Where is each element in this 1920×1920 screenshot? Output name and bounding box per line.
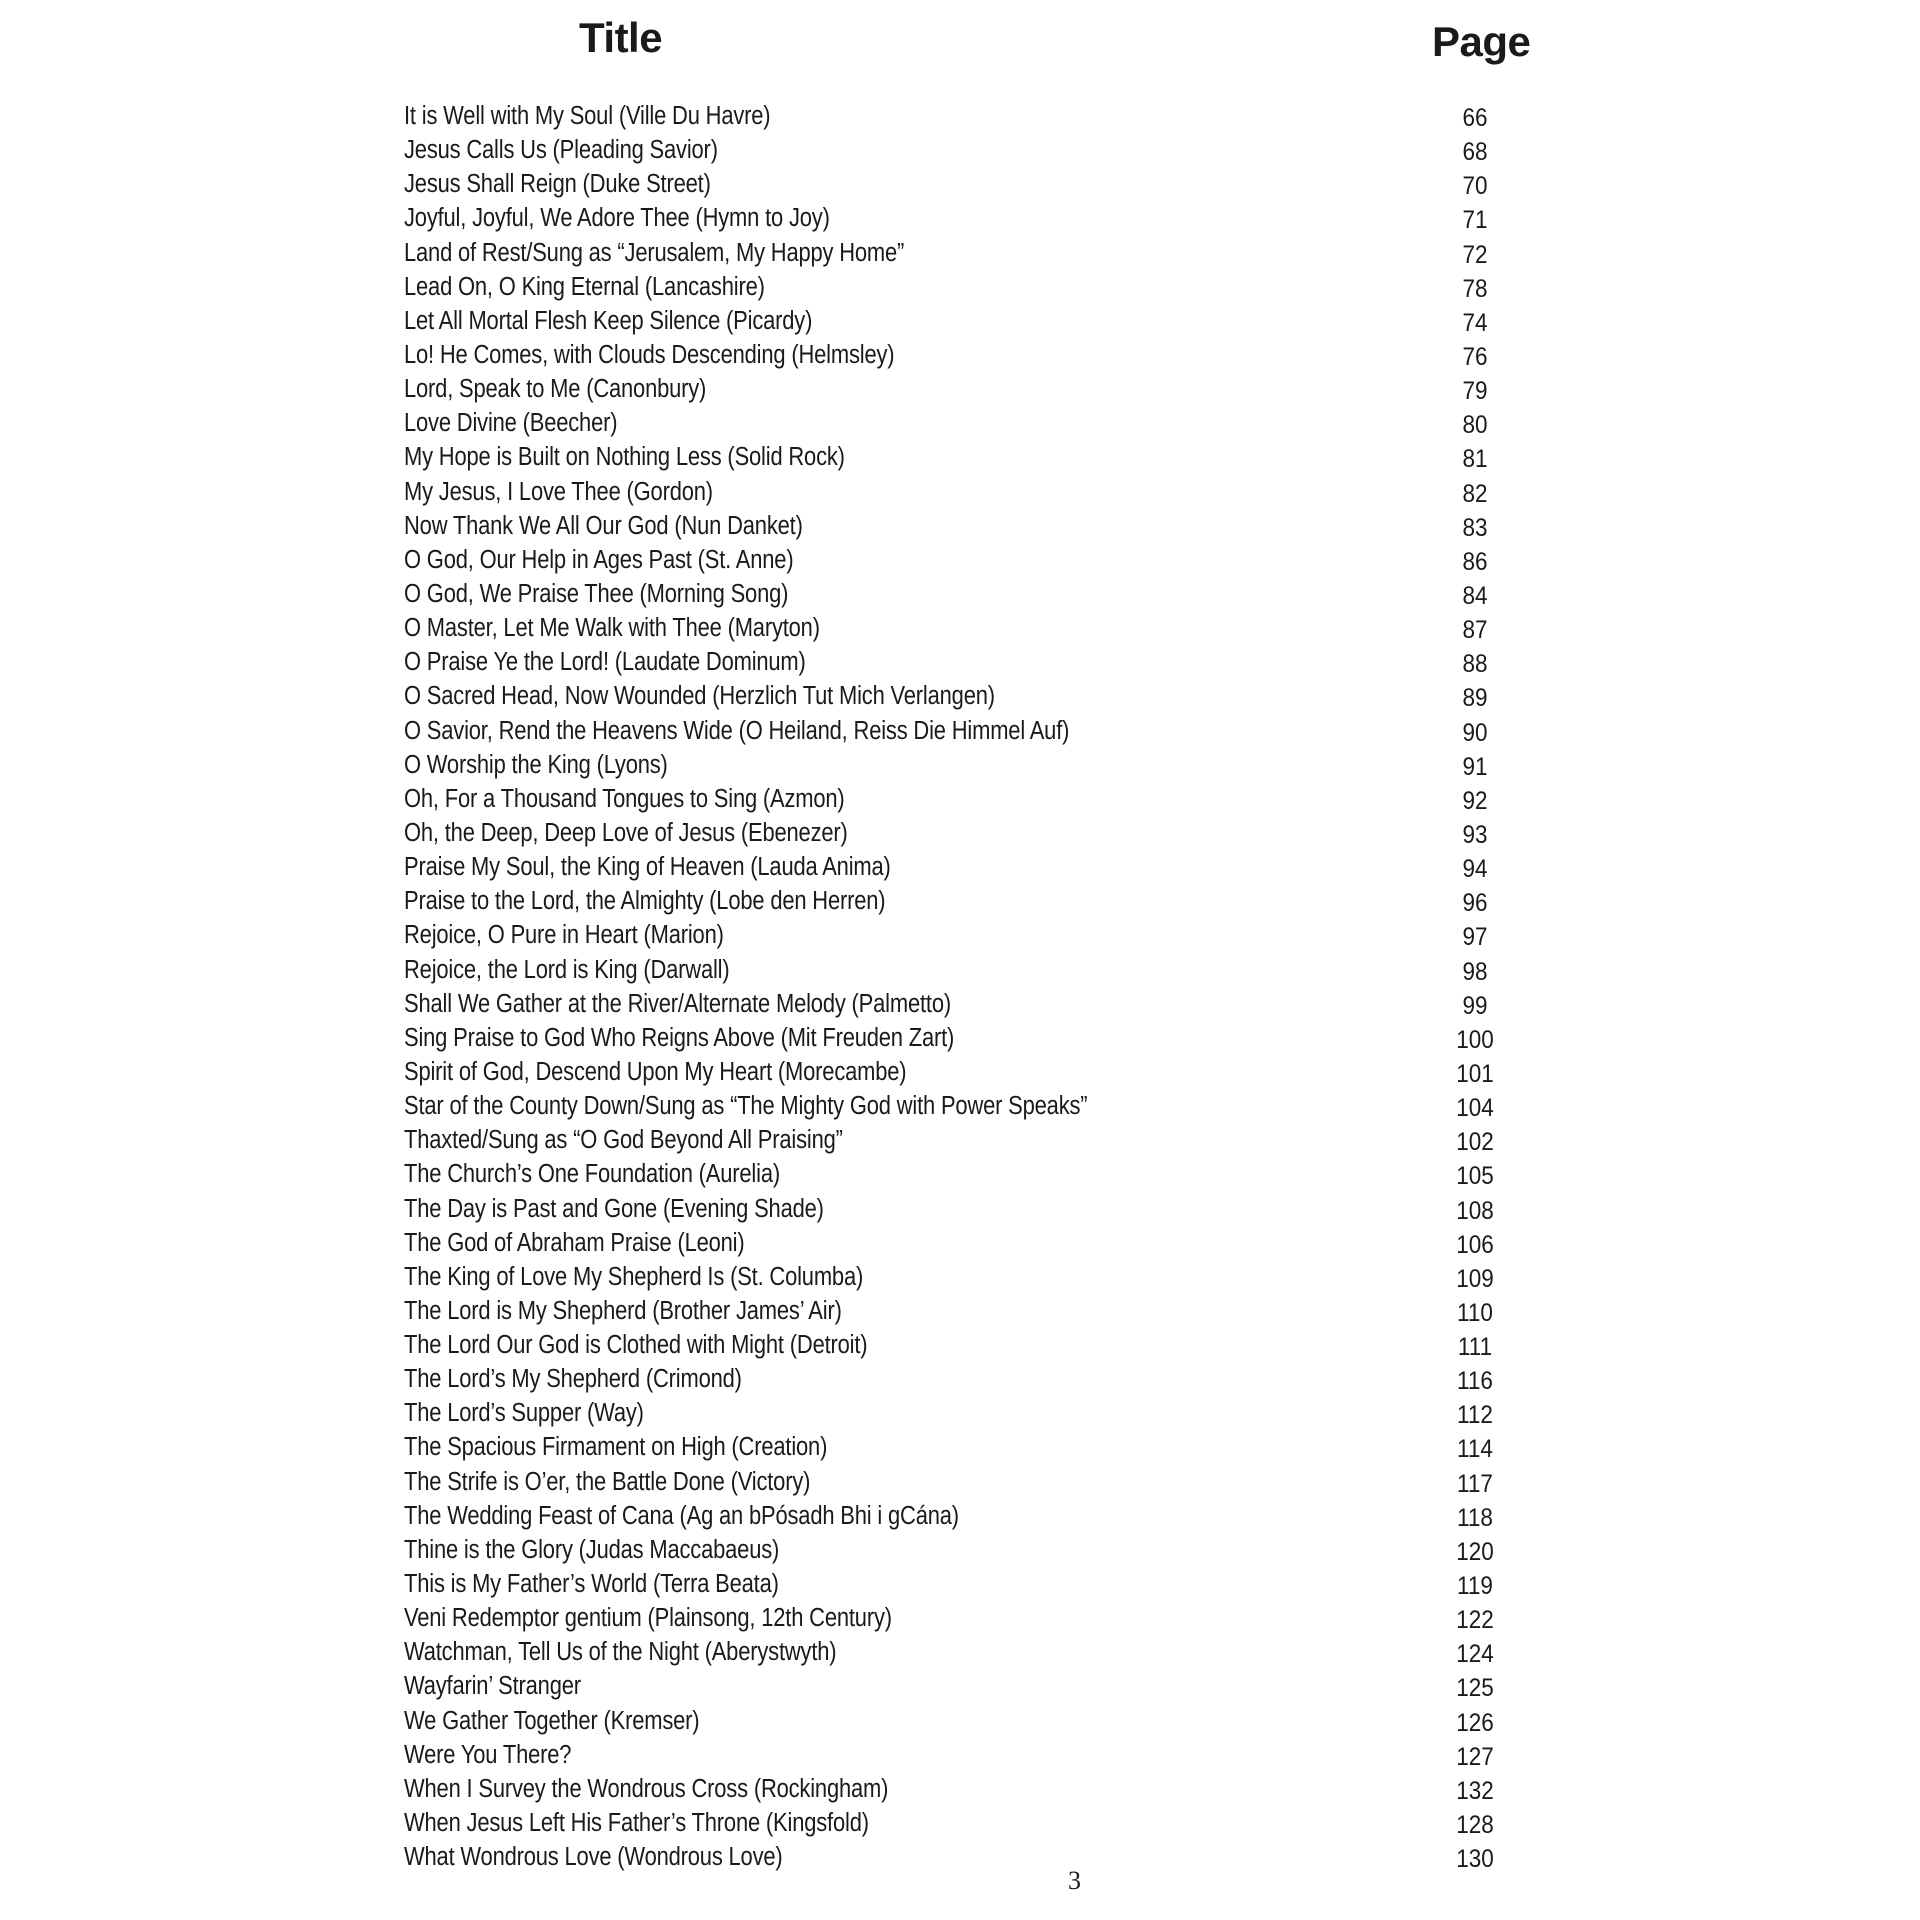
hymn-title: What Wondrous Love (Wondrous Love): [404, 1843, 783, 1872]
toc-entry: [0, 338, 1920, 372]
hymn-title: Jesus Shall Reign (Duke Street): [404, 170, 711, 199]
hymn-title: When I Survey the Wondrous Cross (Rockingham): [404, 1774, 889, 1803]
hymn-title: The Day is Past and Gone (Evening Shade): [404, 1194, 824, 1223]
hymn-page-number: 66: [1462, 104, 1488, 132]
hymn-title: It is Well with My Soul (Ville Du Havre): [404, 102, 771, 130]
hymn-page-number: 90: [1462, 718, 1488, 747]
toc-entry: [0, 372, 1920, 406]
toc-entry: [0, 577, 1920, 611]
toc-entry: [0, 1157, 1920, 1191]
hymn-title: O Savior, Rend the Heavens Wide (O Heiland, Reiss Die Himmel Auf): [404, 716, 1070, 745]
toc-entry: [0, 406, 1920, 440]
hymn-page-number: 86: [1462, 547, 1488, 576]
toc-entry: [0, 1123, 1920, 1157]
hymn-title: The Strife is O’er, the Battle Done (Victory): [404, 1467, 811, 1496]
hymn-title: Shall We Gather at the River/Alternate Melody (Palmetto): [404, 989, 951, 1018]
hymn-page-number: 101: [1456, 1059, 1494, 1088]
hymn-title: Lo! He Comes, with Clouds Descending (Helmsley): [404, 340, 895, 369]
toc-entry: [0, 782, 1920, 816]
toc-entry: [0, 1601, 1920, 1635]
hymn-title: This is My Father’s World (Terra Beata): [404, 1570, 779, 1599]
hymn-page-number: 128: [1456, 1811, 1494, 1840]
hymn-title: The King of Love My Shepherd Is (St. Columba): [404, 1262, 864, 1291]
hymn-title: Praise My Soul, the King of Heaven (Lauda Anima): [404, 853, 891, 882]
hymn-title: Love Divine (Beecher): [404, 409, 618, 438]
hymn-page-number: 96: [1462, 889, 1488, 918]
toc-entry: [0, 1260, 1920, 1294]
hymn-page-number: 68: [1462, 138, 1488, 167]
toc-entry: [0, 1192, 1920, 1226]
toc-entry: [0, 1806, 1920, 1840]
hymn-page-number: 110: [1457, 1298, 1493, 1327]
hymn-title: Watchman, Tell Us of the Night (Aberystwyth): [404, 1638, 837, 1667]
hymn-title: Oh, For a Thousand Tongues to Sing (Azmon): [404, 784, 845, 813]
hymn-title: O God, We Praise Thee (Morning Song): [404, 579, 789, 608]
hymn-page-number: 92: [1462, 786, 1488, 815]
toc-entry: [0, 1669, 1920, 1703]
hymn-title: Lead On, O King Eternal (Lancashire): [404, 272, 765, 301]
toc-entry: [0, 953, 1920, 987]
toc-entry: [0, 236, 1920, 270]
toc-entry: [0, 133, 1920, 167]
hymn-page-number: 109: [1456, 1264, 1494, 1293]
toc-entry: [0, 1089, 1920, 1123]
hymn-page-number: 94: [1462, 855, 1488, 884]
hymn-title: My Jesus, I Love Thee (Gordon): [404, 477, 713, 506]
toc-entry: [0, 440, 1920, 474]
hymn-page-number: 91: [1462, 752, 1488, 781]
toc-entry: [0, 475, 1920, 509]
toc-entry: [0, 1738, 1920, 1772]
hymn-title: O Praise Ye the Lord! (Laudate Dominum): [404, 648, 806, 677]
hymn-title: Lord, Speak to Me (Canonbury): [404, 375, 707, 404]
hymn-title: Oh, the Deep, Deep Love of Jesus (Ebenezer): [404, 818, 848, 847]
toc-entry: [0, 1328, 1920, 1362]
hymn-title: Now Thank We All Our God (Nun Danket): [404, 511, 803, 540]
toc-entry: [0, 304, 1920, 338]
hymn-title: The Spacious Firmament on High (Creation): [404, 1433, 828, 1462]
hymn-title: O Master, Let Me Walk with Thee (Maryton): [404, 614, 820, 643]
toc-entry: [0, 1021, 1920, 1055]
hymn-page-number: 116: [1457, 1367, 1493, 1396]
hymn-title: We Gather Together (Kremser): [404, 1706, 700, 1735]
toc-entry: [0, 987, 1920, 1021]
hymn-title: Thaxted/Sung as “O God Beyond All Praising”: [404, 1126, 843, 1155]
toc-entry: [0, 270, 1920, 304]
toc-entry: [0, 1294, 1920, 1328]
hymn-title: Praise to the Lord, the Almighty (Lobe den Herren): [404, 887, 886, 916]
page-number: 3: [1068, 1866, 1081, 1895]
toc-entry: [0, 850, 1920, 884]
hymn-page-number: 82: [1462, 479, 1488, 508]
hymn-title: The Lord Our God is Clothed with Might (Detroit): [404, 1331, 868, 1360]
hymn-page-number: 74: [1462, 308, 1488, 337]
hymn-page-number: 102: [1456, 1128, 1494, 1157]
hymn-page-number: 108: [1456, 1196, 1494, 1225]
toc-entry: [0, 1772, 1920, 1806]
hymn-title: Rejoice, the Lord is King (Darwall): [404, 955, 730, 984]
hymn-title: My Hope is Built on Nothing Less (Solid Rock): [404, 443, 845, 472]
hymn-page-number: 125: [1456, 1674, 1494, 1703]
toc-header: [0, 0, 1920, 100]
hymn-page-number: 100: [1456, 1025, 1494, 1054]
toc-entry: [0, 1635, 1920, 1669]
toc-entry: [0, 1396, 1920, 1430]
hymn-page-number: 120: [1456, 1537, 1494, 1566]
hymn-title: The Wedding Feast of Cana (Ag an bPósadh Bhi i gCána): [404, 1501, 959, 1530]
hymn-page-number: 122: [1456, 1606, 1494, 1635]
toc-entry: [0, 1362, 1920, 1396]
hymn-title: Jesus Calls Us (Pleading Savior): [404, 136, 718, 165]
toc-entry: [0, 884, 1920, 918]
hymn-page-number: 119: [1457, 1572, 1493, 1601]
hymn-page-number: 126: [1456, 1708, 1494, 1737]
hymn-title: Joyful, Joyful, We Adore Thee (Hymn to Joy): [404, 204, 830, 233]
toc-entry: [0, 1226, 1920, 1260]
hymn-page-number: 124: [1456, 1640, 1494, 1669]
hymn-title: O God, Our Help in Ages Past (St. Anne): [404, 545, 794, 574]
hymn-page-number: 89: [1462, 684, 1488, 713]
hymn-page-number: 97: [1462, 923, 1488, 952]
toc-entry: [0, 167, 1920, 201]
toc-entry: [0, 679, 1920, 713]
page-column-heading: Page: [1432, 18, 1531, 65]
hymn-page-number: 87: [1462, 616, 1488, 645]
hymn-page-number: 76: [1462, 342, 1488, 371]
toc-entry: [0, 918, 1920, 952]
hymn-title: Rejoice, O Pure in Heart (Marion): [404, 921, 724, 950]
hymn-page-number: 114: [1457, 1435, 1493, 1464]
hymn-page-number: 127: [1456, 1742, 1494, 1771]
toc-entry: [0, 1465, 1920, 1499]
hymn-page-number: 88: [1462, 650, 1488, 679]
hymn-page-number: 79: [1462, 377, 1488, 406]
toc-entry: [0, 543, 1920, 577]
hymn-page-number: 117: [1457, 1469, 1493, 1498]
hymn-title: O Worship the King (Lyons): [404, 750, 668, 779]
hymn-title: Thine is the Glory (Judas Maccabaeus): [404, 1535, 780, 1564]
hymn-title: O Sacred Head, Now Wounded (Herzlich Tut Mich Verlangen): [404, 682, 995, 711]
hymn-title: The Lord’s Supper (Way): [404, 1399, 644, 1428]
hymn-page-number: 71: [1462, 206, 1488, 235]
toc-entry: [0, 201, 1920, 235]
hymn-page-number: 83: [1462, 513, 1488, 542]
toc-entry: [0, 714, 1920, 748]
toc-entry: [0, 1704, 1920, 1738]
hymn-title: Wayfarin’ Stranger: [404, 1672, 581, 1701]
hymn-title: Let All Mortal Flesh Keep Silence (Picardy): [404, 306, 813, 335]
hymn-page-number: 78: [1462, 274, 1488, 303]
hymn-title: Sing Praise to God Who Reigns Above (Mit Freuden Zart): [404, 1023, 955, 1052]
hymn-page-number: 99: [1462, 991, 1488, 1020]
toc-entry: [0, 1430, 1920, 1464]
hymn-title: Spirit of God, Descend Upon My Heart (Morecambe): [404, 1057, 907, 1086]
hymn-page-number: 93: [1462, 820, 1488, 849]
hymn-title: Veni Redemptor gentium (Plainsong, 12th Century): [404, 1604, 892, 1633]
hymn-title: The Lord’s My Shepherd (Crimond): [404, 1365, 742, 1394]
toc-entry: [0, 99, 1920, 133]
hymn-page-number: 105: [1456, 1162, 1494, 1191]
hymn-title: Land of Rest/Sung as “Jerusalem, My Happy Home”: [404, 238, 905, 267]
hymn-page-number: 132: [1456, 1776, 1494, 1805]
toc-entry: [0, 509, 1920, 543]
table-of-contents-list: [0, 99, 1920, 1874]
toc-entry: [0, 1533, 1920, 1567]
hymn-title: When Jesus Left His Father’s Throne (Kingsfold): [404, 1809, 869, 1838]
toc-entry: [0, 1055, 1920, 1089]
toc-entry: [0, 611, 1920, 645]
title-column-heading: Title: [579, 14, 663, 61]
toc-entry: [0, 1567, 1920, 1601]
hymn-page-number: 118: [1457, 1503, 1493, 1532]
hymn-title: Star of the County Down/Sung as “The Mighty God with Power Speaks”: [404, 1092, 1088, 1121]
hymn-page-number: 98: [1462, 957, 1488, 986]
hymn-page-number: 130: [1456, 1845, 1494, 1874]
hymn-title: The Lord is My Shepherd (Brother James’ Air): [404, 1296, 842, 1325]
hymn-page-number: 70: [1462, 172, 1488, 201]
hymn-page-number: 72: [1462, 240, 1488, 269]
hymn-title: Were You There?: [404, 1740, 572, 1769]
hymn-title: The God of Abraham Praise (Leoni): [404, 1228, 745, 1257]
toc-entry: [0, 1840, 1920, 1874]
hymn-page-number: 84: [1462, 581, 1488, 610]
toc-entry: [0, 645, 1920, 679]
toc-entry: [0, 816, 1920, 850]
hymn-page-number: 111: [1457, 1333, 1493, 1362]
hymn-page-number: 112: [1457, 1401, 1493, 1430]
hymn-title: The Church’s One Foundation (Aurelia): [404, 1160, 780, 1189]
hymn-page-number: 106: [1456, 1230, 1494, 1259]
hymn-page-number: 104: [1456, 1094, 1494, 1123]
hymn-page-number: 80: [1462, 411, 1488, 440]
hymn-page-number: 81: [1462, 445, 1488, 474]
toc-entry: [0, 748, 1920, 782]
toc-entry: [0, 1499, 1920, 1533]
